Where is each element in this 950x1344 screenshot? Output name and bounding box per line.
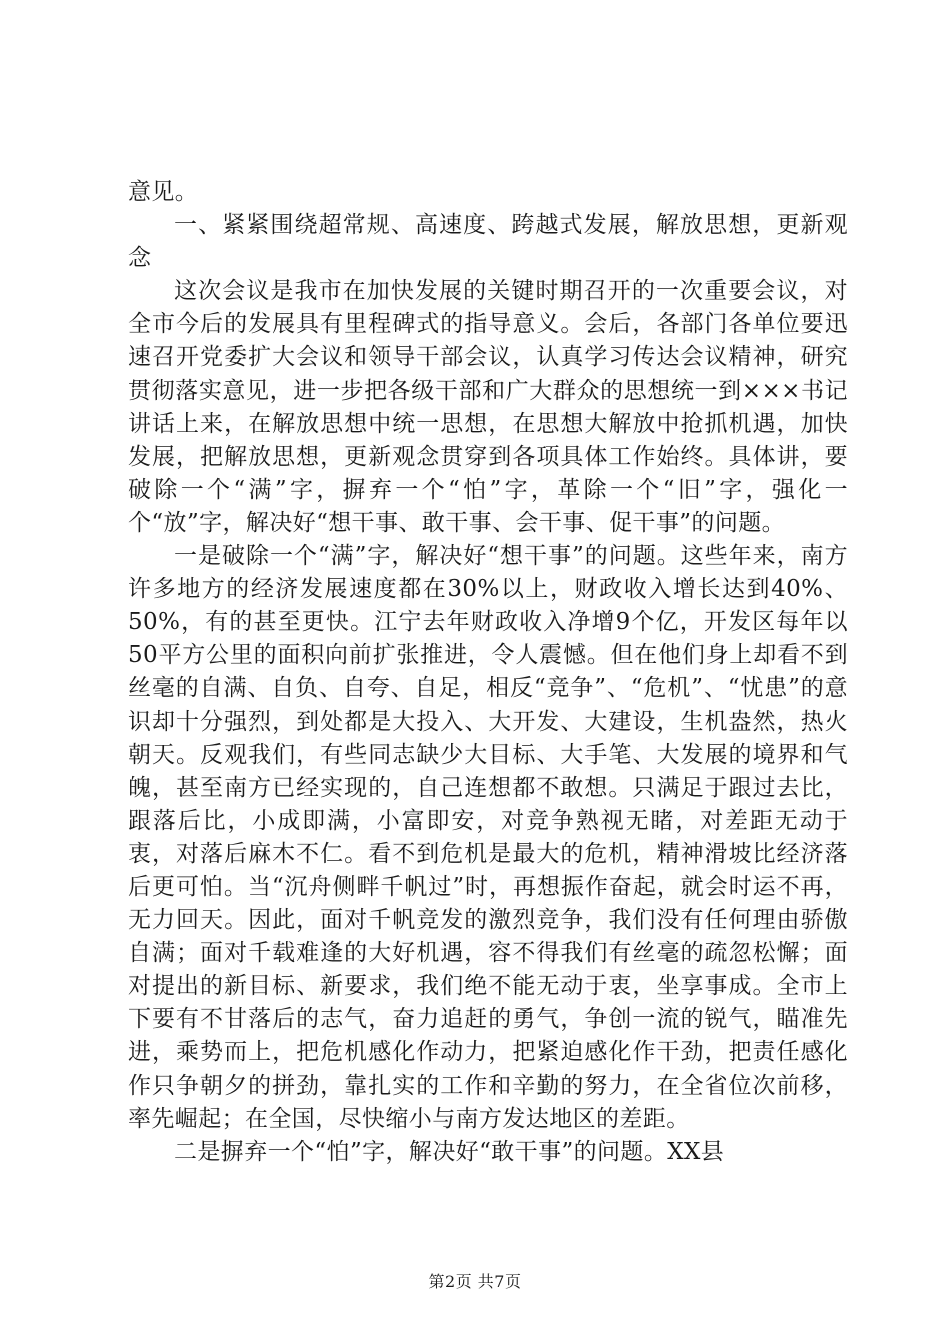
paragraph-continuation: 意见。 — [128, 179, 199, 205]
paragraph: 一是破除一个“满”字，解决好“想干事”的问题。这些年来，南方许多地方的经济发展速度都在30%以上，财政收入增长达到40%、50%，有的甚至更快。江宁去年财政收入净增9个亿，开发区每年以50平方公里的面积向前扩张推进，令人震憾。但在他们身上却看不到丝毫的自满、自负、自夸、自足，相反“竞争”、“危机”、“忧患”的意识却十分强烈，到处都是大投入、大开发、大建设，生机盎然，热火朝天。反观我们，有些同志缺少大目标、大手笔、大发展的境界和气魄，甚至南方已经实现的，自己连想都不敢想。只满足于跟过去比，跟落后比，小成即满，小富即安，对竞争熟视无睹，对差距无动于衷，对落后麻木不仁。看不到危机是最大的危机，精神滑坡比经济落后更可怕。当“沉舟侧畔千帆过”时，再想振作奋起，就会时运不再，无力回天。因此，面对千帆竞发的激烈竞争，我们没有任何理由骄傲自满；面对千载难逢的大好机遇，容不得我们有丝毫的疏忽松懈；面对提出的新目标、新要求，我们绝不能无动于衷，坐享事成。全市上下要有不甘落后的志气，奋力追赶的勇气，争创一流的锐气，瞄准先进，乘势而上，把危机感化作动力，把紧迫感化作干劲，把责任感化作只争朝夕的拼劲，靠扎实的工作和辛勤的努力，在全省位次前移，率先崛起；在全国，尽快缩小与南方发达地区的差距。 — [128, 543, 848, 1132]
section-heading: 一、紧紧围绕超常规、高速度、跨越式发展，解放思想，更新观念 — [128, 212, 848, 272]
paragraph: 这次会议是我市在加快发展的关键时期召开的一次重要会议，对全市今后的发展具有里程碑式的指导意义。会后，各部门各单位要迅速召开党委扩大会议和领导干部会议，认真学习传达会议精神，研究贯彻落实意见，进一步把各级干部和广大群众的思想统一到×××书记讲话上来，在解放思想中统一思想，在思想大解放中抢抓机遇，加快发展，把解放思想，更新观念贯穿到各项具体工作始终。具体讲，要破除一个“满”字，摒弃一个“怕”字，革除一个“旧”字，强化一个“放”字，解决好“想干事、敢干事、会干事、促干事”的问题。 — [128, 278, 848, 536]
paragraph: 二是摒弃一个“怕”字，解决好“敢干事”的问题。XX县 — [174, 1138, 725, 1165]
page-number: 第2页 共7页 — [428, 1272, 522, 1291]
document-body — [128, 176, 848, 1169]
